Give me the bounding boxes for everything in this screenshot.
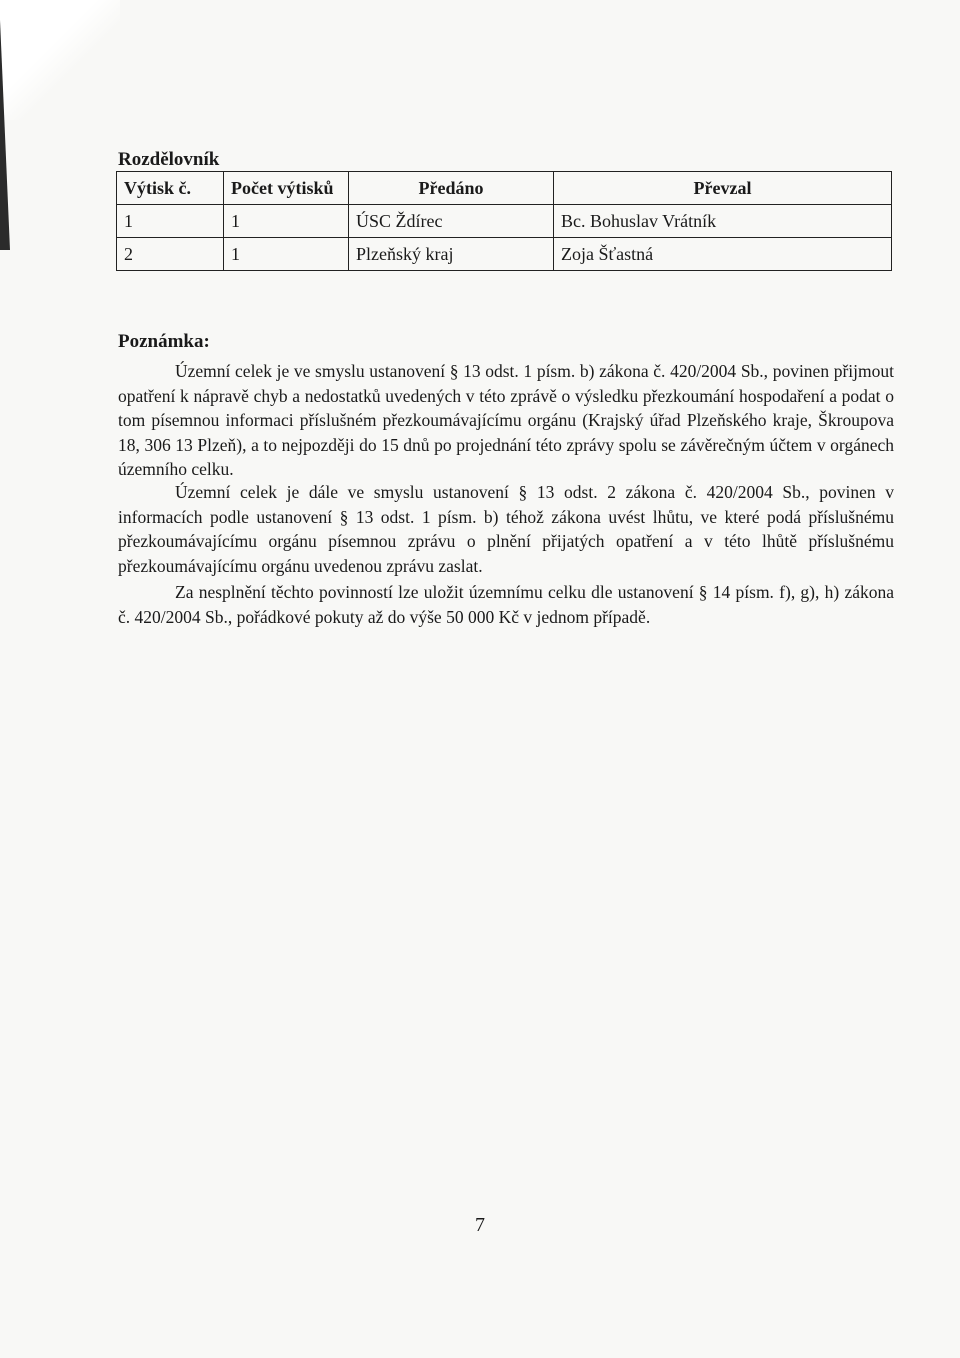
cell-copy-count: 1 — [224, 205, 349, 238]
note-title: Poznámka: — [118, 331, 210, 352]
distribution-title: Rozdělovník — [118, 149, 220, 170]
table-header-row — [117, 172, 892, 205]
table-row — [117, 205, 892, 238]
cell-delivered: ÚSC Ždírec — [349, 205, 554, 238]
note-paragraph-3: Za nesplnění těchto povinností lze uložit územnímu celku dle ustanovení § 14 písm. f), g), h) zákona č. 420/2004 Sb., pořádkové pokuty až do výše 50 000 Kč v jednom případě. — [118, 582, 894, 627]
cell-delivered: Plzeňský kraj — [349, 238, 554, 271]
table-row — [117, 238, 892, 271]
cell-copy-number: 2 — [117, 238, 224, 271]
note-paragraph-2: Územní celek je dále ve smyslu ustanovení § 13 odst. 2 zákona č. 420/2004 Sb., povinen v informacích podle ustanovení § 13 odst. 1 písm. b) téhož zákona uvést lhůtu, ve které podá příslušnému přezkoumávajícímu orgánu písemnou zprávu o plnění přijatých opatření a v této lhůtě příslušnému přezkoumávajícímu orgánu uvedenou zprávu zaslat. — [118, 482, 894, 576]
distribution-table — [116, 171, 892, 271]
cell-received: Zoja Šťastná — [554, 238, 892, 271]
cell-copy-number: 1 — [117, 205, 224, 238]
header-copy-number: Výtisk č. — [117, 172, 224, 205]
note-paragraph-1: Územní celek je ve smyslu ustanovení § 13 odst. 1 písm. b) zákona č. 420/2004 Sb., povinen přijmout opatření k nápravě chyb a nedostatků uvedených v této zprávě o výsledku přezkoumání hospodaření a podat o tom písemnou informaci příslušném přezkoumávajícímu orgánu (Krajský úřad Plzeňského kraje, Škroupova 18, 306 13 Plzeň), a to nejpozději do 15 dnů po projednání této zprávy spolu se závěrečným účtem v orgánech územního celku. — [118, 361, 894, 479]
page-number: 7 — [475, 1214, 485, 1236]
header-copy-count: Počet výtisků — [224, 172, 349, 205]
cell-received: Bc. Bohuslav Vrátník — [554, 205, 892, 238]
header-received: Převzal — [554, 172, 892, 205]
cell-copy-count: 1 — [224, 238, 349, 271]
scan-corner — [0, 0, 120, 120]
header-delivered: Předáno — [349, 172, 554, 205]
scan-edge — [0, 20, 10, 250]
